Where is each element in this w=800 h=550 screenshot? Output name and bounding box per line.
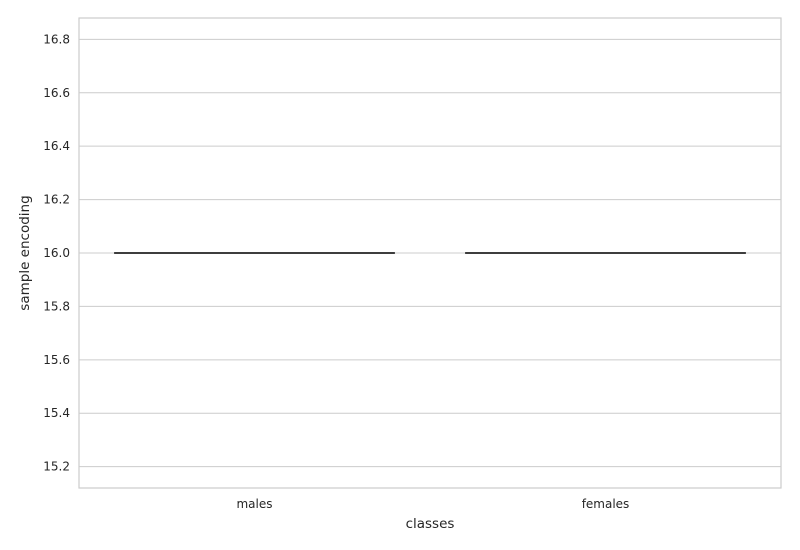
y-axis-label: sample encoding	[17, 195, 33, 311]
y-tick-label: 15.6	[43, 352, 70, 367]
y-tick-label: 16.4	[43, 139, 70, 154]
y-tick-label: 16.8	[43, 32, 70, 47]
y-tick-labels	[43, 32, 70, 473]
x-tick-label-females: females	[581, 497, 630, 511]
x-axis-label: classes	[405, 516, 455, 532]
y-tick-label: 15.8	[43, 299, 70, 314]
x-tick-labels	[236, 497, 629, 511]
y-tick-label: 16.0	[43, 246, 70, 260]
y-tick-label: 15.4	[43, 406, 70, 421]
y-tick-label: 16.6	[43, 85, 70, 100]
x-tick-label-males: males	[236, 497, 273, 511]
y-tick-label: 15.2	[43, 459, 70, 474]
y-tick-label: 16.2	[43, 192, 70, 207]
